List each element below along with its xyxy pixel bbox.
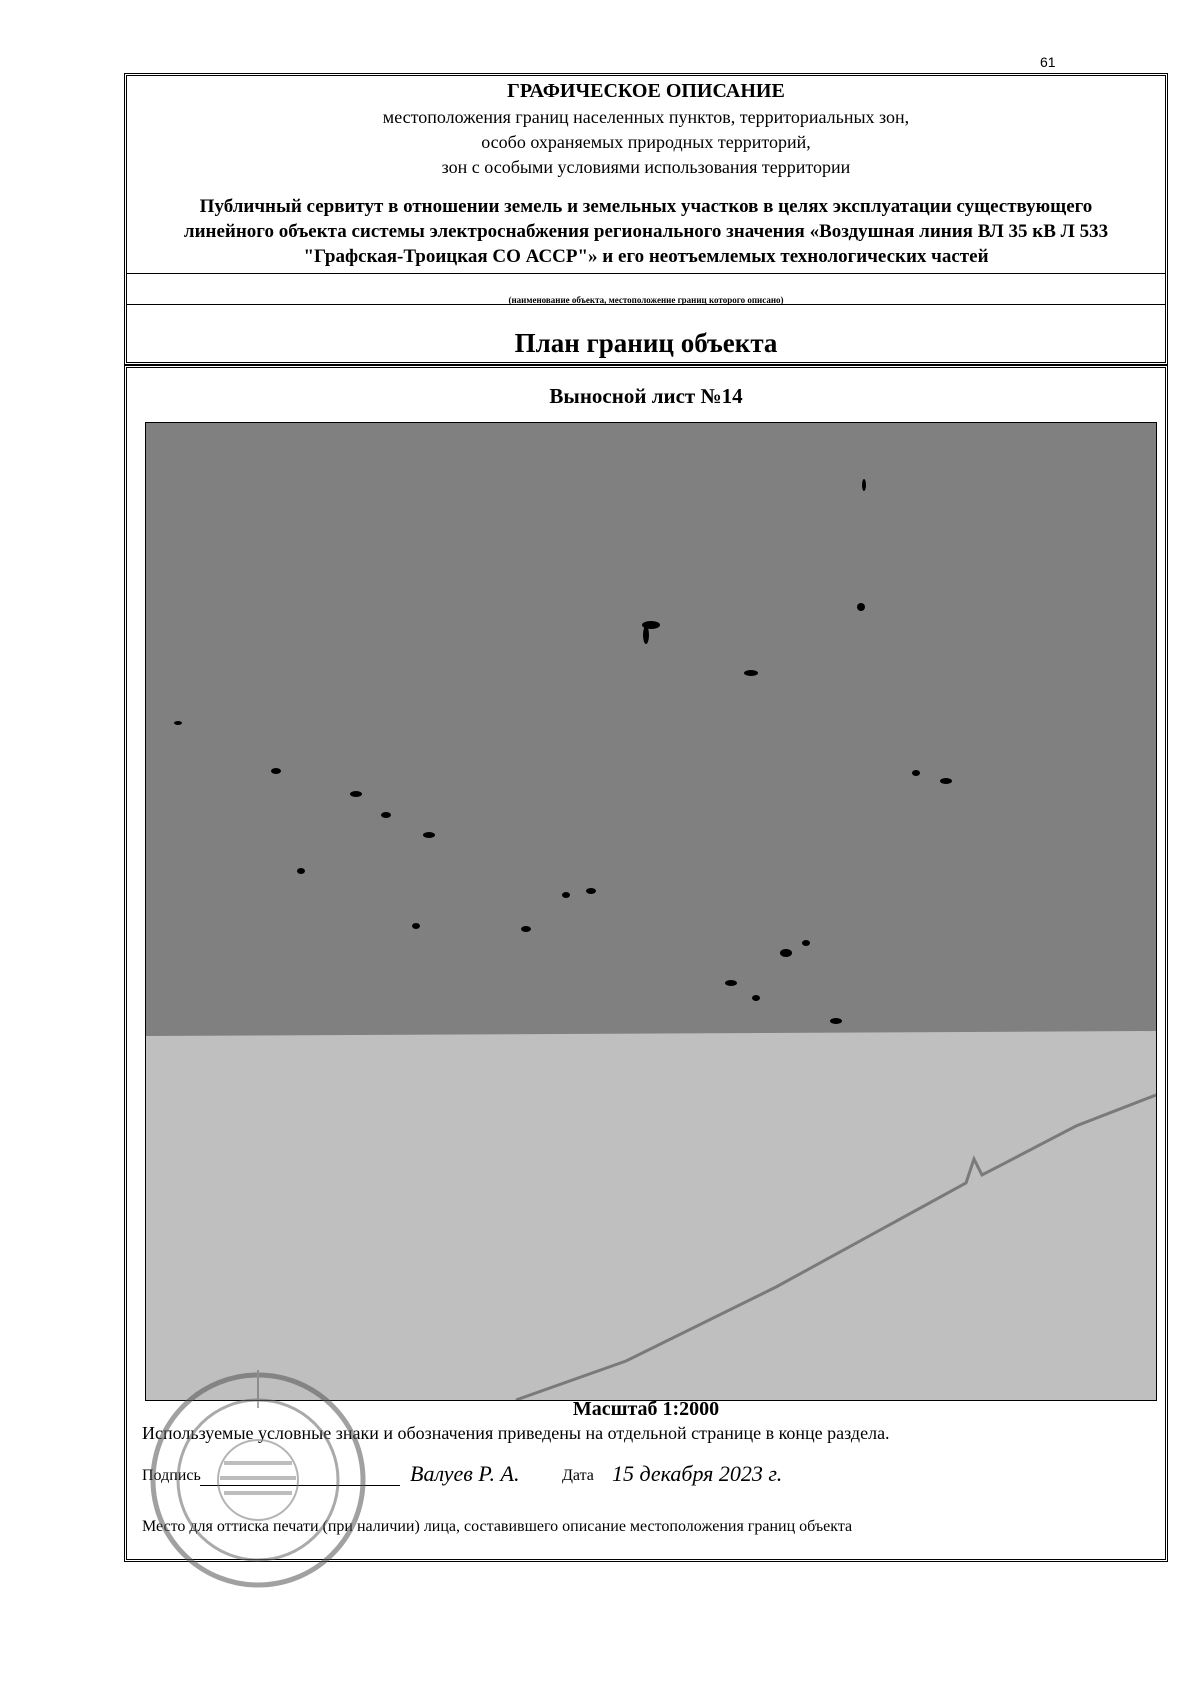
date-value: 15 декабря 2023 г.	[612, 1461, 783, 1486]
subtitle-line-2: особо охраняемых природных территорий,	[481, 132, 811, 152]
scale-label: Масштаб 1:2000	[572, 1398, 720, 1420]
upper-area	[146, 423, 1156, 1036]
stamp-note: Место для оттиска печати (при наличии) лица, составившего описание местоположения границ объекта	[142, 1518, 853, 1535]
divider	[127, 273, 1165, 274]
header-box	[124, 73, 1168, 365]
signer-name: Валуев Р. А.	[410, 1461, 520, 1486]
object-name: Публичный сервитут в отношении земель и земельных участков в целях эксплуатации существующего линейного объекта системы электроснабжения регионального значения «Воздушная линия ВЛ 35 кВ Л 533 "Графская-Троицкая СО АССР"» и его неотъемлемых технологических частей	[183, 196, 1109, 267]
map-drawing	[146, 423, 1156, 1400]
plan-title: План границ объекта	[514, 328, 778, 358]
map-sheet	[145, 422, 1157, 1401]
date-label: Дата	[562, 1467, 594, 1484]
page-number: 61	[1040, 54, 1056, 70]
boundary-line	[516, 1095, 1156, 1400]
signature-label: Подпись	[142, 1467, 201, 1484]
round-stamp-icon	[146, 1368, 371, 1593]
object-caption: (наименование объекта, местоположение границ которого описано)	[508, 295, 784, 305]
document-title: ГРАФИЧЕСКОЕ ОПИСАНИЕ	[507, 80, 785, 102]
legend-note: Используемые условные знаки и обозначения приведены на отдельной странице в конце раздела.	[142, 1423, 890, 1443]
sheet-title: Выносной лист №14	[549, 384, 743, 408]
subtitle-line-1: местоположения границ населенных пунктов, территориальных зон,	[382, 107, 910, 127]
divider	[127, 304, 1165, 305]
subtitle-line-3: зон с особыми условиями использования территории	[441, 157, 851, 177]
